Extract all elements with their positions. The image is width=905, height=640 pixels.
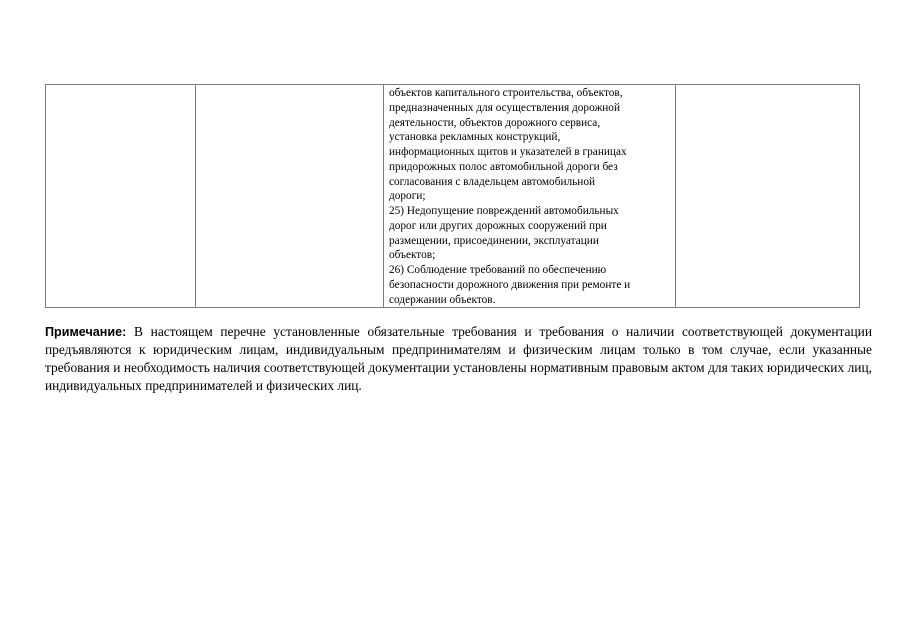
- requirement-line: объектов капитального строительства, объектов,: [389, 87, 623, 99]
- requirement-line: деятельности, объектов дорожного сервиса,: [389, 116, 601, 129]
- requirements-text: [384, 85, 675, 307]
- requirement-line: придорожных полос автомобильной дороги без: [389, 160, 618, 173]
- requirement-line: дороги;: [389, 190, 426, 203]
- requirement-line: 26) Соблюдение требований по обеспечению: [389, 264, 607, 276]
- requirement-line: объектов;: [389, 249, 436, 262]
- table-cell-requirements: [384, 85, 676, 308]
- table-row: [46, 85, 860, 308]
- note-paragraph: [45, 323, 872, 395]
- requirement-line: информационных щитов и указателей в границах: [389, 146, 627, 158]
- table-cell-empty-2: [196, 85, 384, 308]
- requirement-line: содержании объектов.: [389, 293, 496, 306]
- requirement-line: предназначенных для осуществления дорожной: [389, 101, 620, 114]
- requirement-line: установка рекламных конструкций,: [389, 131, 561, 144]
- note-text: В настоящем перечне установленные обязательные требования и требования о наличии соответствующей документации предъявляются к юридическим лицам, индивидуальным предпринимателям и физическим лицам только в том случае, если указанные требования и необходимость наличия соответствующей документации установлены нормативным правовым актом для таких юридических лиц, индивидуальных предпринимателей и физических лиц.: [45, 324, 872, 393]
- note-label: Примечание:: [45, 325, 127, 339]
- requirement-line: дорог или других дорожных сооружений при: [389, 219, 607, 232]
- requirement-line: безопасности дорожного движения при ремонте и: [389, 278, 631, 291]
- table-cell-empty-1: [46, 85, 196, 308]
- requirement-line: согласования с владельцем автомобильной: [389, 175, 596, 188]
- requirement-line: размещении, присоединении, эксплуатации: [389, 234, 599, 247]
- requirements-table: [45, 84, 860, 308]
- requirement-line: 25) Недопущение повреждений автомобильных: [389, 205, 619, 217]
- table-cell-empty-4: [676, 85, 860, 308]
